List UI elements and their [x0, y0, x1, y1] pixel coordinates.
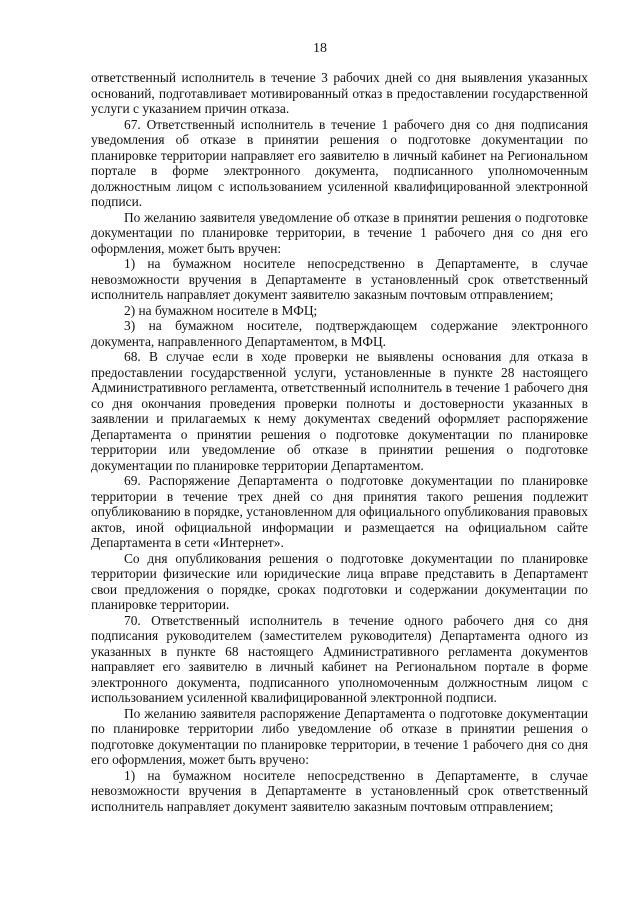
paragraph: 1) на бумажном носителе непосредственно в Департаменте, в случае невозможности вручения в Департаменте в установленный срок ответственный исполнитель направляет документ заявителю заказным почтовым отправлением;: [91, 767, 588, 814]
paragraph: По желанию заявителя распоряжение Департамента о подготовке документации по планировке территории либо уведомление об отказе в принятии решения о подготовке документации по планировке территории, в течение 1 рабочего дня со дня его оформления, может быть вручено:: [91, 705, 588, 767]
paragraph: ответственный исполнитель в течение 3 рабочих дней со дня выявления указанных оснований, подготавливает мотивированный отказ в предоставлении государственной услуги с указанием причин отказа.: [91, 70, 588, 116]
paragraph: 3) на бумажном носителе, подтверждающем содержание электронного документа, направленного Департаментом, в МФЦ.: [91, 318, 588, 349]
paragraph: 67. Ответственный исполнитель в течение 1 рабочего дня со дня подписания уведомления об отказе в принятии решения о подготовке документации по планировке территории направляет его заявителю в личный кабинет на Региональном портале в форме электронного документа, подписанного уполномоченным должностным лицом с использованием усиленной квалифицированной электронной подписи.: [91, 116, 588, 209]
paragraph: Со дня опубликования решения о подготовке документации по планировке территории физические или юридические лица вправе представить в Департамент свои предложения о порядке, сроках подготовки и содержании документации по планировке территории.: [91, 550, 588, 612]
paragraph: 68. В случае если в ходе проверки не выявлены основания для отказа в предоставлении государственной услуги, установленные в пункте 28 настоящего Административного регламента, ответственный исполнитель в течение 1 рабочего дня со дня окончания проведения проверки полноты и достоверности указанных в заявлении и прилагаемых к нему документах сведений оформляет распоряжение Департамента о принятии решения о подготовке документации по планировке территории или уведомление об отказе в принятии решения о подготовке документации по планировке территории Департаментом.: [91, 349, 588, 473]
paragraph: По желанию заявителя уведомление об отказе в принятии решения о подготовке документации по планировке территории, в течение 1 рабочего дня со дня его оформления, может быть вручен:: [91, 209, 588, 256]
paragraph: 69. Распоряжение Департамента о подготовке документации по планировке территории в течение трех дней со дня принятия такого решения подлежит опубликованию в порядке, установленном для официального опубликования правовых актов, иной официальной информации и размещается на официальном сайте Департамента в сети «Интернет».: [91, 473, 588, 550]
paragraph: 1) на бумажном носителе непосредственно в Департаменте, в случае невозможности вручения в Департаменте в установленный срок ответственный исполнитель направляет документ заявителю заказным почтовым отправлением;: [91, 256, 588, 302]
paragraph: 70. Ответственный исполнитель в течение одного рабочего дня со дня подписания руководителем (заместителем руководителя) Департамента одного из указанных в пункте 68 настоящего Административного регламента документов направляет его заявителю в личный кабинет на Региональном портале в форме электронного документа, подписанного уполномоченным должностным лицом с использованием усиленной квалифицированной электронной подписи.: [91, 612, 588, 705]
document-body: [91, 70, 588, 814]
paragraph: 2) на бумажном носителе в МФЦ;: [124, 302, 318, 318]
page-number: 18: [313, 41, 327, 56]
